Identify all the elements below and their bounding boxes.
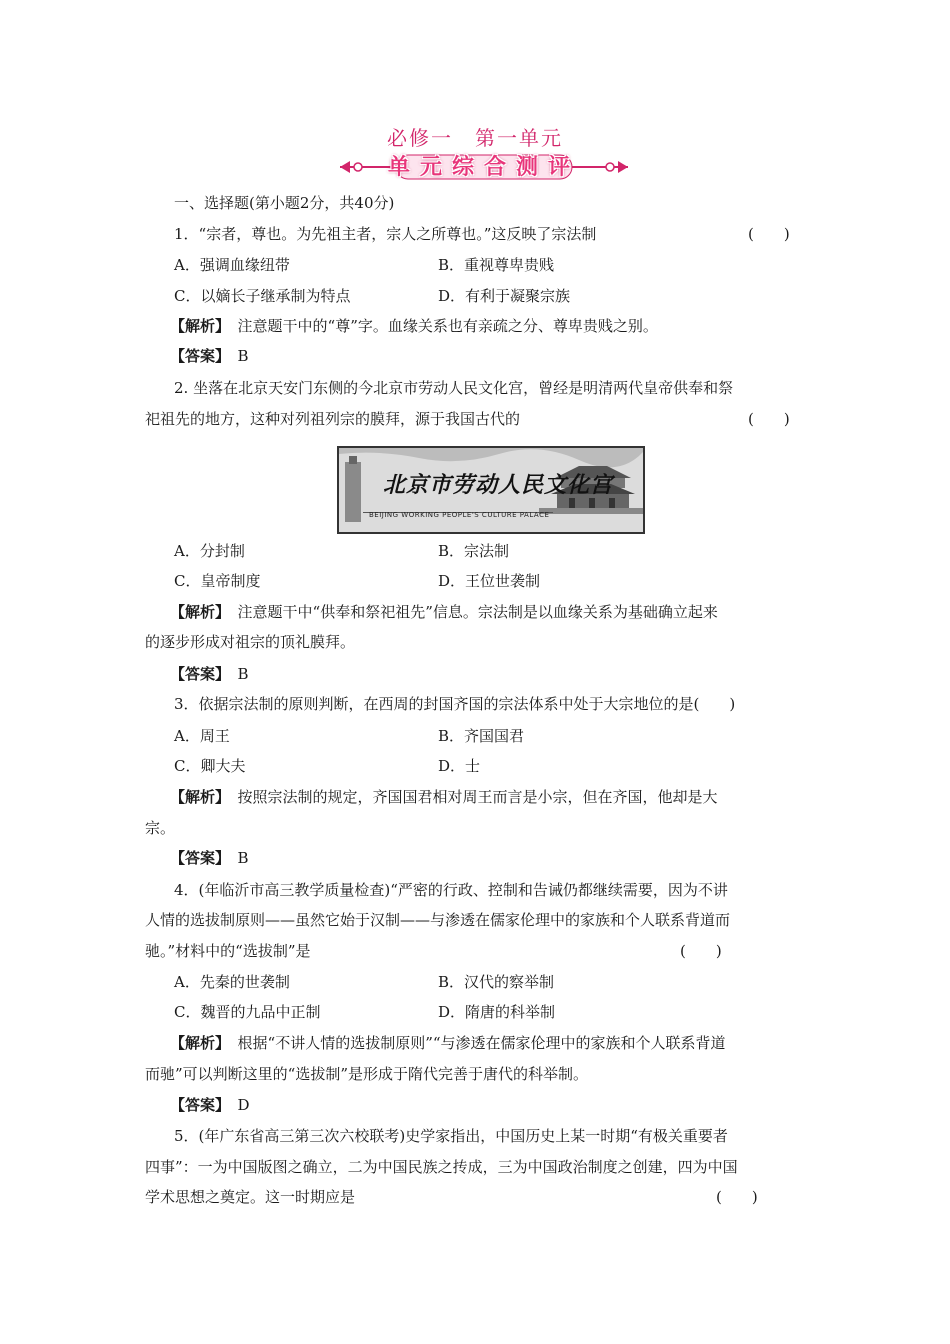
answer-tag: 【答案】	[170, 849, 223, 867]
question-2-stem-line1: 2. 坐落在北京天安门东侧的今北京市劳动人民文化宫，曾经是明清两代皇帝供奉和祭	[174, 379, 734, 397]
q1-analysis	[170, 316, 658, 336]
q2-option-c: C．皇帝制度	[174, 572, 261, 590]
analysis-tag: 【解析】	[170, 603, 223, 621]
q2-answer	[170, 664, 249, 684]
question-2-stem-line2: 祀祖先的地方，这种对列祖列宗的膜拜，源于我国古代的	[145, 410, 521, 428]
answer-tag: 【答案】	[170, 665, 223, 683]
q4-analysis-line1	[170, 1033, 726, 1053]
section-heading: 一、选择题(第小题2分，共40分)	[174, 194, 395, 212]
analysis-tag: 【解析】	[170, 1034, 223, 1052]
q4-answer	[170, 1095, 250, 1115]
question-5-stem-line2: 四事”：一为中国版图之确立，二为中国民族之抟成，三为中国政治制度之创建，四为中国	[145, 1158, 738, 1176]
q2-option-b: B．宗法制	[438, 542, 510, 560]
answer-blank: ( )	[680, 942, 722, 960]
q1-option-b: B．重视尊卑贵贱	[438, 256, 555, 274]
question-5-stem-line1: 5．(年广东省高三第三次六校联考)史学家指出，中国历史上某一时期“有极关重要者	[174, 1127, 728, 1145]
q3-analysis-line2: 宗。	[145, 819, 176, 837]
question-4-stem-line2: 人情的选拔制原则——虽然它始于汉制——与渗透在儒家伦理中的家族和个人联系背道而	[145, 911, 731, 929]
answer-text: B	[237, 347, 249, 365]
q1-answer	[170, 346, 249, 366]
question-4-stem-line1: 4．(年临沂市高三教学质量检查)“严密的行政、控制和告诫仍都继续需要，因为不讲	[174, 881, 728, 899]
q2-option-a: A．分封制	[174, 542, 245, 560]
q4-option-a: A．先秦的世袭制	[174, 973, 290, 991]
q3-answer	[170, 848, 249, 868]
q4-option-c: C．魏晋的九品中正制	[174, 1003, 321, 1021]
answer-text: D	[237, 1096, 250, 1114]
palace-caption: BEIJING WORKING PEOPLE'S CULTURE PALACE	[369, 511, 550, 519]
q4-option-d: D．隋唐的科举制	[438, 1003, 556, 1021]
q3-analysis-line1	[170, 787, 718, 807]
analysis-text: 按照宗法制的规定，齐国国君相对周王而言是小宗，但在齐国，他却是大	[237, 788, 718, 806]
q3-option-c: C．卿大夫	[174, 757, 246, 775]
answer-blank: ( )	[748, 225, 790, 243]
question-3-stem: 3．依据宗法制的原则判断，在西周的封国齐国的宗法体系中处于大宗地位的是( )	[174, 695, 736, 713]
q3-option-d: D．士	[438, 757, 481, 775]
question-5-stem-line3: 学术思想之奠定。这一时期应是	[145, 1188, 356, 1206]
analysis-text: 根据“不讲人情的选拔制原则”“与渗透在儒家伦理中的家族和个人联系背道	[237, 1034, 726, 1052]
q3-option-b: B．齐国国君	[438, 727, 525, 745]
q2-analysis-line1	[170, 602, 718, 622]
analysis-tag: 【解析】	[170, 317, 223, 335]
question-4-stem-line3: 驰。”材料中的“选拔制”是	[145, 942, 311, 960]
q3-option-a: A．周王	[174, 727, 230, 745]
q2-analysis-line2: 的逐步形成对祖宗的顶礼膜拜。	[145, 633, 356, 651]
analysis-text: 注意题干中的“尊”字。血缘关系也有亲疏之分、尊卑贵贱之别。	[237, 317, 658, 335]
analysis-text: 注意题干中“供奉和祭祀祖先”信息。宗法制是以血缘关系为基础确立起来	[237, 603, 718, 621]
answer-tag: 【答案】	[170, 1096, 223, 1114]
page-title: 必修一 第一单元	[387, 126, 563, 150]
q4-analysis-line2: 而驰”可以判断这里的“选拔制”是形成于隋代完善于唐代的科举制。	[145, 1065, 589, 1083]
answer-text: B	[237, 849, 249, 867]
q2-option-d: D．王位世袭制	[438, 572, 541, 590]
q1-option-a: A．强调血缘纽带	[174, 256, 290, 274]
unit-test-banner	[336, 151, 632, 183]
palace-calligraphy: 北京市劳动人民文化宫	[383, 472, 614, 498]
q4-option-b: B．汉代的察举制	[438, 973, 555, 991]
culture-palace-photo	[337, 446, 645, 534]
q1-option-c: C．以嫡长子继承制为特点	[174, 287, 351, 305]
answer-text: B	[237, 665, 249, 683]
analysis-tag: 【解析】	[170, 788, 223, 806]
answer-blank: ( )	[748, 410, 790, 428]
banner-title: 单元综合测评	[387, 154, 580, 180]
question-1-stem: 1．“宗者，尊也。为先祖主者，宗人之所尊也。”这反映了宗法制	[174, 225, 597, 243]
answer-tag: 【答案】	[170, 347, 223, 365]
answer-blank: ( )	[716, 1188, 758, 1206]
q1-option-d: D．有利于凝聚宗族	[438, 287, 571, 305]
